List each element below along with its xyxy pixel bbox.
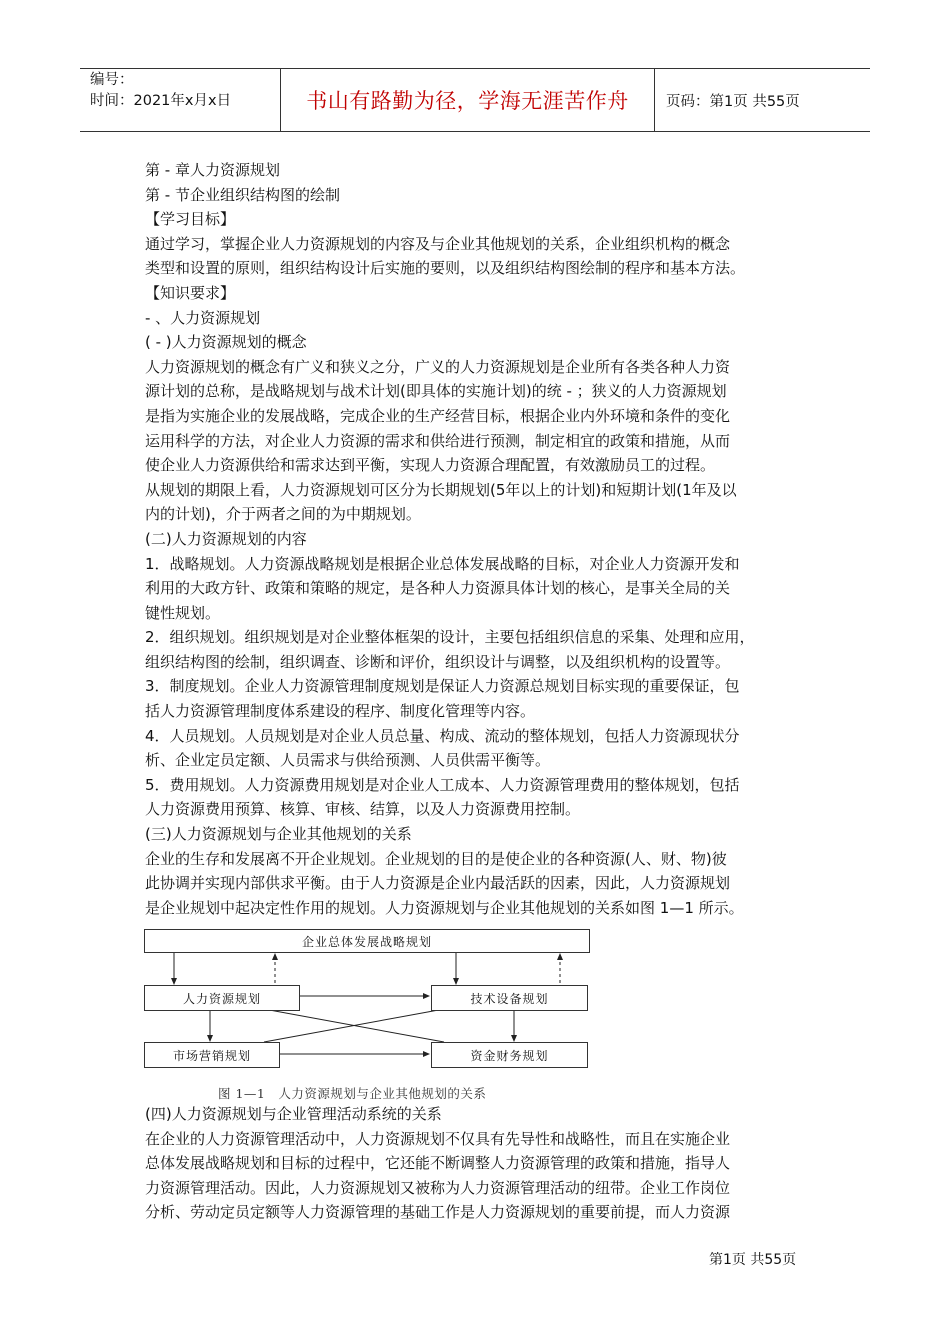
box-strategy: 企业总体发展战略规划 (144, 929, 590, 953)
paragraph-line: ( - )人力资源规划的概念 (145, 333, 307, 352)
paragraph-line: 从规划的期限上看，人力资源规划可区分为长期规划(5年以上的计划)和短期计划(1年及以 (145, 480, 737, 499)
paragraph-line: 【学习目标】 (145, 210, 236, 229)
paragraph-line: 在企业的人力资源管理活动中，人力资源规划不仅具有先导性和战略性，而且在实施企业 (145, 1129, 731, 1148)
box-tech: 技术设备规划 (431, 985, 588, 1011)
paragraph-line: 析、企业定员定额、人员需求与供给预测、人员供需平衡等。 (145, 751, 551, 770)
paragraph-line: 第 - 章人力资源规划 (145, 161, 280, 179)
paragraph-line: 分析、劳动定员定额等人力资源管理的基础工作是人力资源规划的重要前提，而人力资源 (145, 1203, 731, 1222)
body-text-continued (145, 1102, 825, 1225)
paragraph-line: 2．组织规划。组织规划是对企业整体框架的设计，主要包括组织信息的采集、处理和应用， (145, 628, 755, 647)
paragraph-line: 3．制度规划。企业人力资源管理制度规划是保证人力资源总规划目标实现的重要保证，包 (145, 677, 740, 696)
header-info (80, 69, 281, 131)
figure-caption: 图 1—1 人力资源规划与企业其他规划的关系 (218, 1086, 487, 1101)
paragraph-line: 使企业人力资源供给和需求达到平衡，实现人力资源合理配置，有效激励员工的过程。 (145, 456, 716, 475)
paragraph-line: 括人力资源管理制度体系建设的程序、制度化管理等内容。 (145, 702, 536, 721)
paragraph-line: 键性规划。 (145, 603, 221, 622)
page-header (80, 68, 870, 132)
paragraph-line: 4．人员规划。人员规划是对企业人员总量、构成、流动的整体规划，包括人力资源现状分 (145, 726, 740, 745)
paragraph-line: 是指为实施企业的发展战略，完成企业的生产经营目标，根据企业内外环境和条件的变化 (145, 406, 731, 425)
header-page-label: 页码：第1页 共55页 (666, 93, 800, 110)
paragraph-line: 人力资源费用预算、核算、审核、结算，以及人力资源费用控制。 (145, 800, 581, 819)
paragraph-line: 组织结构图的绘制，组织调查、诊断和评价，组织设计与调整，以及组织机构的设置等。 (145, 652, 731, 671)
relationship-diagram (144, 929, 590, 1077)
paragraph-line: 源计划的总称，是战略规划与战术计划(即具体的实施计划)的统 - ；狭义的人力资源规划 (145, 382, 727, 401)
paragraph-line: (二)人力资源规划的内容 (145, 529, 307, 548)
paragraph-line: 类型和设置的原则，组织结构设计后实施的要则，以及组织结构图绘制的程序和基本方法。 (145, 259, 746, 278)
paragraph-line: (三)人力资源规划与企业其他规划的关系 (145, 825, 412, 844)
paragraph-line: 1．战略规划。人力资源战略规划是根据企业总体发展战略的目标，对企业人力资源开发和 (145, 554, 740, 573)
page-footer: 第1页 共55页 (709, 1252, 797, 1268)
paragraph-line: 5．费用规划。人力资源费用规划是对企业人工成本、人力资源管理费用的整体规划，包括 (145, 775, 740, 794)
number-label: 编号： (90, 72, 134, 88)
paragraph-line: (四)人力资源规划与企业管理活动系统的关系 (145, 1105, 442, 1123)
paragraph-line: 总体发展战略规划和目标的过程中，它还能不断调整人力资源管理的政策和措施，指导人 (145, 1154, 731, 1173)
box-hr: 人力资源规划 (144, 985, 300, 1011)
header-motto: 书山有路勤为径，学海无涯苦作舟 (281, 69, 655, 131)
paragraph-line: 内的计划)，介于两者之间的为中期规划。 (145, 505, 421, 524)
paragraph-line: 力资源管理活动。因此，人力资源规划又被称为人力资源管理活动的纽带。企业工作岗位 (145, 1178, 731, 1197)
paragraph-line: 是企业规划中起决定性作用的规划。人力资源规划与企业其他规划的关系如图 1—1 所示。 (145, 898, 744, 917)
paragraph-line: 企业的生存和发展离不开企业规划。企业规划的目的是使企业的各种资源(人、财、物)彼 (145, 849, 727, 868)
paragraph-line: 此协调并实现内部供求平衡。由于人力资源是企业内最活跃的因素，因此，人力资源规划 (145, 874, 731, 893)
date-label: 时间：2021年x月x日 (90, 93, 232, 109)
box-finance: 资金财务规划 (431, 1042, 588, 1068)
paragraph-line: 第 - 节企业组织结构图的绘制 (145, 185, 340, 204)
body-text (145, 158, 825, 920)
paragraph-line: - 、人力资源规划 (145, 308, 261, 327)
paragraph-line: 利用的大政方针、政策和策略的规定，是各种人力资源具体计划的核心，是事关全局的关 (145, 579, 731, 598)
paragraph-line: 【知识要求】 (145, 283, 236, 302)
paragraph-line: 人力资源规划的概念有广义和狭义之分，广义的人力资源规划是企业所有各类各种人力资 (145, 357, 731, 376)
paragraph-line: 运用科学的方法，对企业人力资源的需求和供给进行预测，制定相宜的政策和措施，从而 (145, 431, 731, 450)
box-market: 市场营销规划 (144, 1042, 280, 1068)
paragraph-line: 通过学习，掌握企业人力资源规划的内容及与企业其他规划的关系，企业组织机构的概念 (145, 234, 731, 253)
